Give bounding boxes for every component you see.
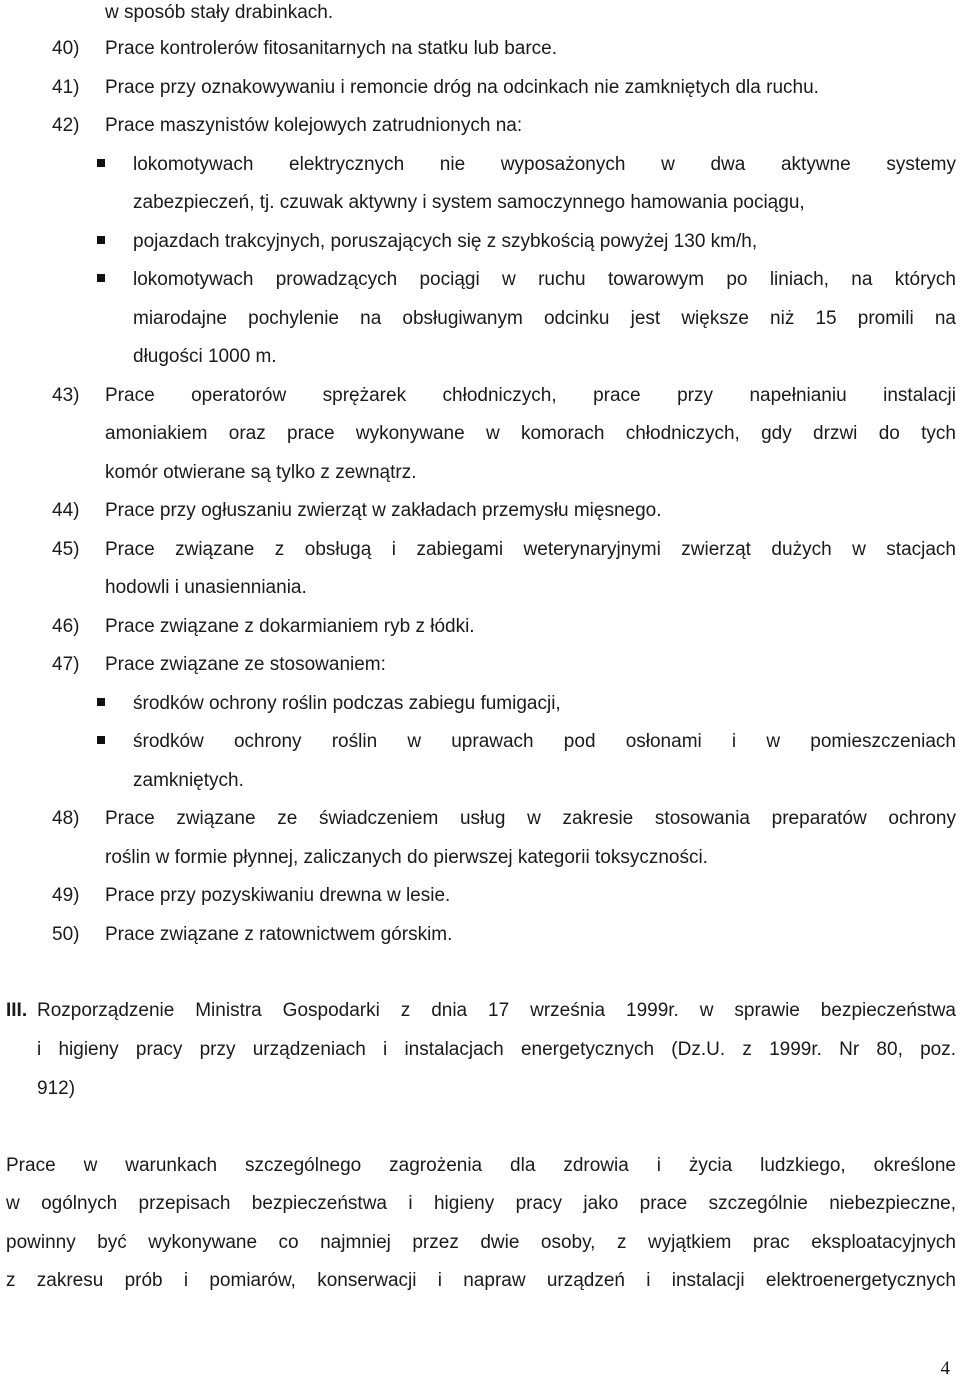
paragraph-line: powinny być wykonywane co najmniej przez dwie osoby, z wyjątkiem prac eksploatacyjnych xyxy=(6,1232,956,1253)
bullet-text: zamkniętych. xyxy=(133,770,244,791)
section-title: Rozporządzenie Ministra Gospodarki z dnia 17 września 1999r. w sprawie bezpieczeństwa xyxy=(37,1000,956,1021)
item-number: 41) xyxy=(52,77,80,98)
bullet-text: pojazdach trakcyjnych, poruszających się z szybkością powyżej 130 km/h, xyxy=(133,231,758,252)
item-number: 49) xyxy=(52,885,80,906)
bullet-text: długości 1000 m. xyxy=(133,346,277,367)
list-item-text: Prace związane z dokarmianiem ryb z łódki. xyxy=(105,616,475,637)
bullet-icon xyxy=(97,736,105,744)
list-item-text: Prace przy pozyskiwaniu drewna w lesie. xyxy=(105,885,451,906)
list-item-text: Prace kontrolerów fitosanitarnych na statku lub barce. xyxy=(105,38,558,59)
item-number: 45) xyxy=(52,539,80,560)
paragraph-line: w ogólnych przepisach bezpieczeństwa i higieny pracy jako prace szczególnie niebezpieczne, xyxy=(6,1193,956,1214)
list-item-text: roślin w formie płynnej, zaliczanych do pierwszej kategorii toksyczności. xyxy=(105,847,708,868)
list-item-text: Prace związane z obsługą i zabiegami weterynaryjnymi zwierząt dużych w stacjach xyxy=(105,539,956,560)
list-item-text: amoniakiem oraz prace wykonywane w komorach chłodniczych, gdy drzwi do tych xyxy=(105,423,956,444)
bullet-icon xyxy=(97,698,105,706)
list-item-text: komór otwierane są tylko z zewnątrz. xyxy=(105,462,417,483)
section-number: III. xyxy=(6,1000,28,1021)
list-item-text: Prace przy ogłuszaniu zwierząt w zakładach przemysłu mięsnego. xyxy=(105,500,662,521)
paragraph-line: z zakresu prób i pomiarów, konserwacji i napraw urządzeń i instalacji elektroenergetycznych xyxy=(6,1270,956,1291)
bullet-text: środków ochrony roślin w uprawach pod osłonami i w pomieszczeniach xyxy=(133,731,956,752)
item-number: 46) xyxy=(52,616,80,637)
list-continuation: w sposób stały drabinkach. xyxy=(105,2,334,23)
list-item-text: Prace maszynistów kolejowych zatrudnionych na: xyxy=(105,115,523,136)
section-title: 912) xyxy=(37,1078,76,1099)
list-item-text: Prace związane ze świadczeniem usług w zakresie stosowania preparatów ochrony xyxy=(105,808,956,829)
bullet-text: zabezpieczeń, tj. czuwak aktywny i system samoczynnego hamowania pociągu, xyxy=(133,192,805,213)
item-number: 50) xyxy=(52,924,80,945)
bullet-icon xyxy=(97,236,105,244)
list-item-text: Prace związane z ratownictwem górskim. xyxy=(105,924,453,945)
bullet-text: miarodajne pochylenie na obsługiwanym odcinku jest większe niż 15 promili na xyxy=(133,308,956,329)
paragraph-line: Prace w warunkach szczególnego zagrożenia dla zdrowia i życia ludzkiego, określone xyxy=(6,1155,956,1176)
list-item-text: Prace związane ze stosowaniem: xyxy=(105,654,386,675)
section-title: i higieny pracy przy urządzeniach i instalacjach energetycznych (Dz.U. z 1999r. Nr 80, poz. xyxy=(37,1039,956,1060)
list-item-text: Prace operatorów sprężarek chłodniczych, prace przy napełnianiu instalacji xyxy=(105,385,956,406)
bullet-icon xyxy=(97,274,105,282)
item-number: 48) xyxy=(52,808,80,829)
item-number: 47) xyxy=(52,654,80,675)
item-number: 43) xyxy=(52,385,80,406)
bullet-icon xyxy=(97,159,105,167)
bullet-text: lokomotywach elektrycznych nie wyposażonych w dwa aktywne systemy xyxy=(133,154,956,175)
page-number: 4 xyxy=(940,1358,950,1379)
bullet-text: środków ochrony roślin podczas zabiegu fumigacji, xyxy=(133,693,561,714)
list-item-text: Prace przy oznakowywaniu i remoncie dróg na odcinkach nie zamkniętych dla ruchu. xyxy=(105,77,819,98)
item-number: 44) xyxy=(52,500,80,521)
item-number: 40) xyxy=(52,38,80,59)
bullet-text: lokomotywach prowadzących pociągi w ruchu towarowym po liniach, na których xyxy=(133,269,956,290)
item-number: 42) xyxy=(52,115,80,136)
list-item-text: hodowli i unasienniania. xyxy=(105,577,307,598)
